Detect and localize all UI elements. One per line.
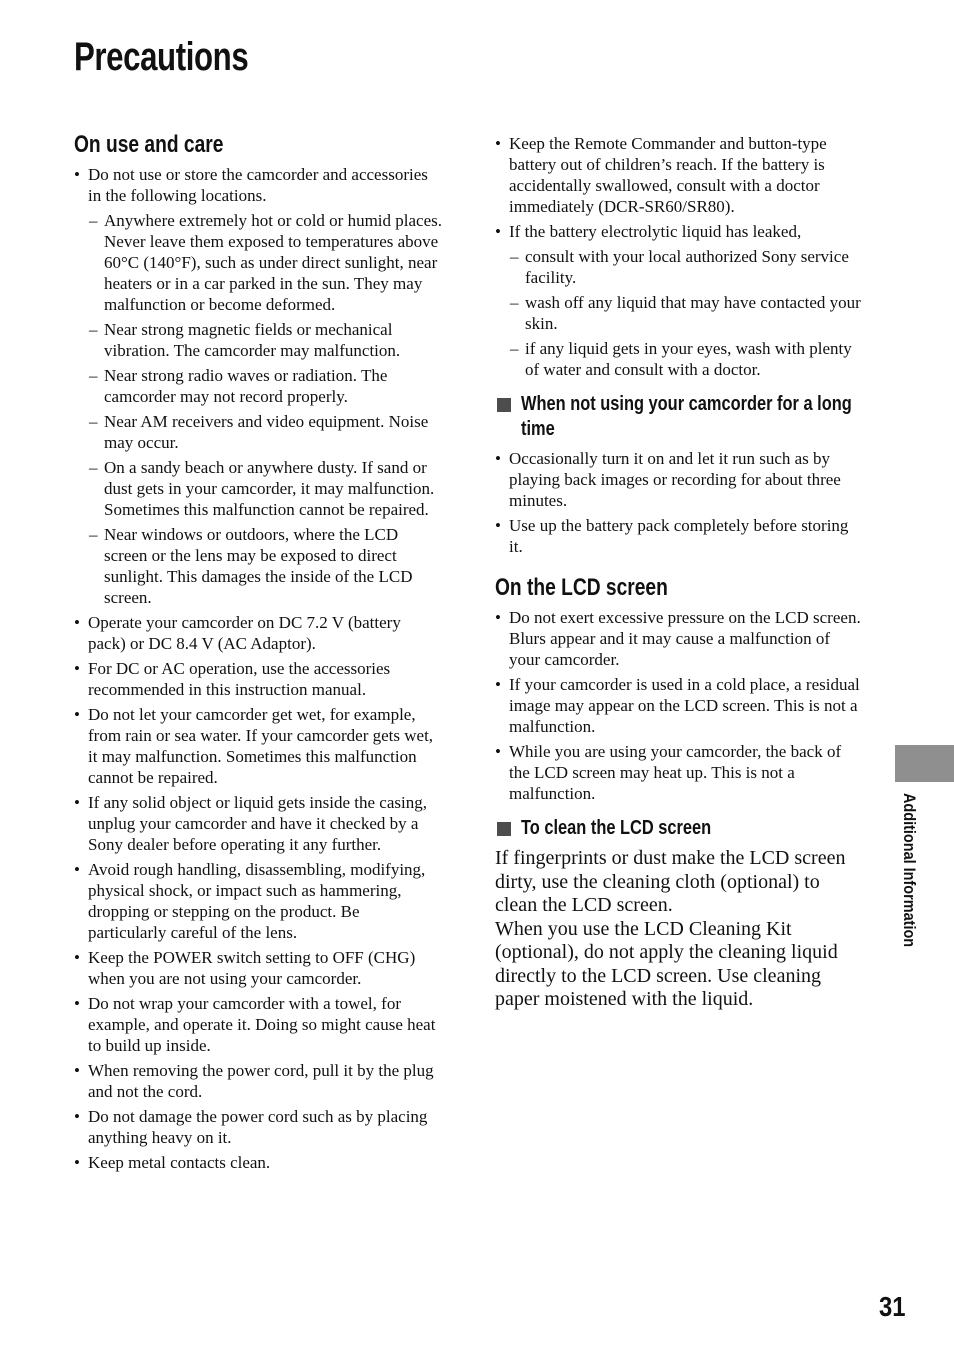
list-item-text: Do not let your camcorder get wet, for example, from rain or sea water. If your camcorder gets wet, it may malfunction. Sometimes this malfunction cannot be repaired. (88, 705, 434, 787)
section-heading-lcd: On the LCD screen (495, 574, 668, 601)
sub-list (509, 246, 863, 380)
list-item (74, 1060, 442, 1102)
list-item (74, 164, 442, 608)
list-item (74, 658, 442, 700)
list-item (495, 221, 863, 380)
list-item (74, 859, 442, 943)
page-title: Precautions (74, 35, 249, 79)
list-item (74, 1152, 442, 1173)
list-item-text: Do not wrap your camcorder with a towel, for example, and operate it. Doing so might cause heat to build up inside. (88, 994, 436, 1055)
list-item-text: If the battery electrolytic liquid has leaked, (509, 222, 802, 241)
list-item (495, 515, 863, 557)
right-column (495, 133, 863, 1012)
list-item-text: Keep the POWER switch setting to OFF (CHG) when you are not using your camcorder. (88, 948, 416, 988)
sub-list (88, 210, 442, 608)
list-item-text: Use up the battery pack completely before storing it. (509, 516, 849, 556)
list-item-text: While you are using your camcorder, the back of the LCD screen may heat up. This is not a malfunction. (509, 742, 842, 803)
list-item-text: Avoid rough handling, disassembling, modifying, physical shock, or impact such as hammering, dropping or stepping on the product. Be particularly careful of the lens. (88, 860, 426, 942)
list-item-text: Operate your camcorder on DC 7.2 V (battery pack) or DC 8.4 V (AC Adaptor). (88, 613, 401, 653)
list-item-text: Do not damage the power cord such as by placing anything heavy on it. (88, 1107, 428, 1147)
list-item-text: Keep metal contacts clean. (88, 1153, 271, 1172)
list-item-text: Occasionally turn it on and let it run such as by playing back images or recording for about three minutes. (509, 449, 841, 510)
list-item (74, 1106, 442, 1148)
list-item-text: When removing the power cord, pull it by the plug and not the cord. (88, 1061, 434, 1101)
sub-list-item: – Near strong radio waves or radiation. The camcorder may not record properly. (88, 365, 442, 407)
sub-list-item: – wash off any liquid that may have contacted your skin. (509, 292, 863, 334)
list-item (495, 607, 863, 670)
section-tab-marker (895, 745, 954, 782)
side-section-label: Additional Information (900, 793, 919, 948)
section-heading-use-and-care: On use and care (74, 131, 224, 158)
list-item (495, 133, 863, 217)
page-number: 31 (879, 1291, 906, 1322)
left-column (74, 130, 442, 1177)
list-item (495, 448, 863, 511)
list-item-text: If any solid object or liquid gets inside the casing, unplug your camcorder and have it checked by a Sony dealer before operating it any further. (88, 793, 427, 854)
sub-list-item: – Near strong magnetic fields or mechanical vibration. The camcorder may malfunction. (88, 319, 442, 361)
list-item (495, 741, 863, 804)
sub-list-item: – On a sandy beach or anywhere dusty. If sand or dust gets in your camcorder, it may malfunction. Sometimes this malfunction cannot be repaired. (88, 457, 442, 520)
list-item (74, 792, 442, 855)
list-item (495, 674, 863, 737)
list-item-text: Keep the Remote Commander and button-type battery out of children’s reach. If the battery is accidentally swallowed, consult with a doctor immediately (DCR-SR60/SR80). (509, 134, 827, 216)
subheading-clean-lcd: To clean the LCD screen (495, 816, 863, 841)
list-item (74, 993, 442, 1056)
lcd-screen-list (495, 607, 863, 804)
sub-list-item: – Near windows or outdoors, where the LCD screen or the lens may be exposed to direct sunlight. This damages the inside of the LCD screen. (88, 524, 442, 608)
use-and-care-list (74, 164, 442, 1173)
battery-safety-list (495, 133, 863, 380)
square-bullet-icon (497, 822, 511, 836)
list-item (74, 704, 442, 788)
list-item-text: For DC or AC operation, use the accessories recommended in this instruction manual. (88, 659, 391, 699)
sub-list-item: – consult with your local authorized Sony service facility. (509, 246, 863, 288)
clean-paragraph-1: If fingerprints or dust make the LCD screen dirty, use the cleaning cloth (optional) to clean the LCD screen. (495, 847, 846, 916)
sub-list-item: – if any liquid gets in your eyes, wash with plenty of water and consult with a doctor. (509, 338, 863, 380)
clean-paragraph-2: When you use the LCD Cleaning Kit (optional), do not apply the cleaning liquid directly to the LCD screen. Use cleaning paper moistened with the liquid. (495, 917, 838, 1010)
list-item (74, 612, 442, 654)
list-item-text: Do not exert excessive pressure on the LCD screen. Blurs appear and it may cause a malfunction of your camcorder. (509, 608, 861, 669)
square-bullet-icon (497, 398, 511, 412)
list-item-text: If your camcorder is used in a cold place, a residual image may appear on the LCD screen. This is not a malfunction. (509, 675, 860, 736)
sub-list-item: – Near AM receivers and video equipment. Noise may occur. (88, 411, 442, 453)
list-item (74, 947, 442, 989)
sub-list-item: – Anywhere extremely hot or cold or humid places. Never leave them exposed to temperatures above 60°C (140°F), such as under direct sunlight, near heaters or in a car parked in the sun. They may malfunction or become deformed. (88, 210, 442, 315)
subheading-long-time: When not using your camcorder for a long time (495, 392, 863, 442)
list-item-text: Do not use or store the camcorder and accessories in the following locations. (88, 165, 428, 205)
long-time-storage-list (495, 448, 863, 557)
